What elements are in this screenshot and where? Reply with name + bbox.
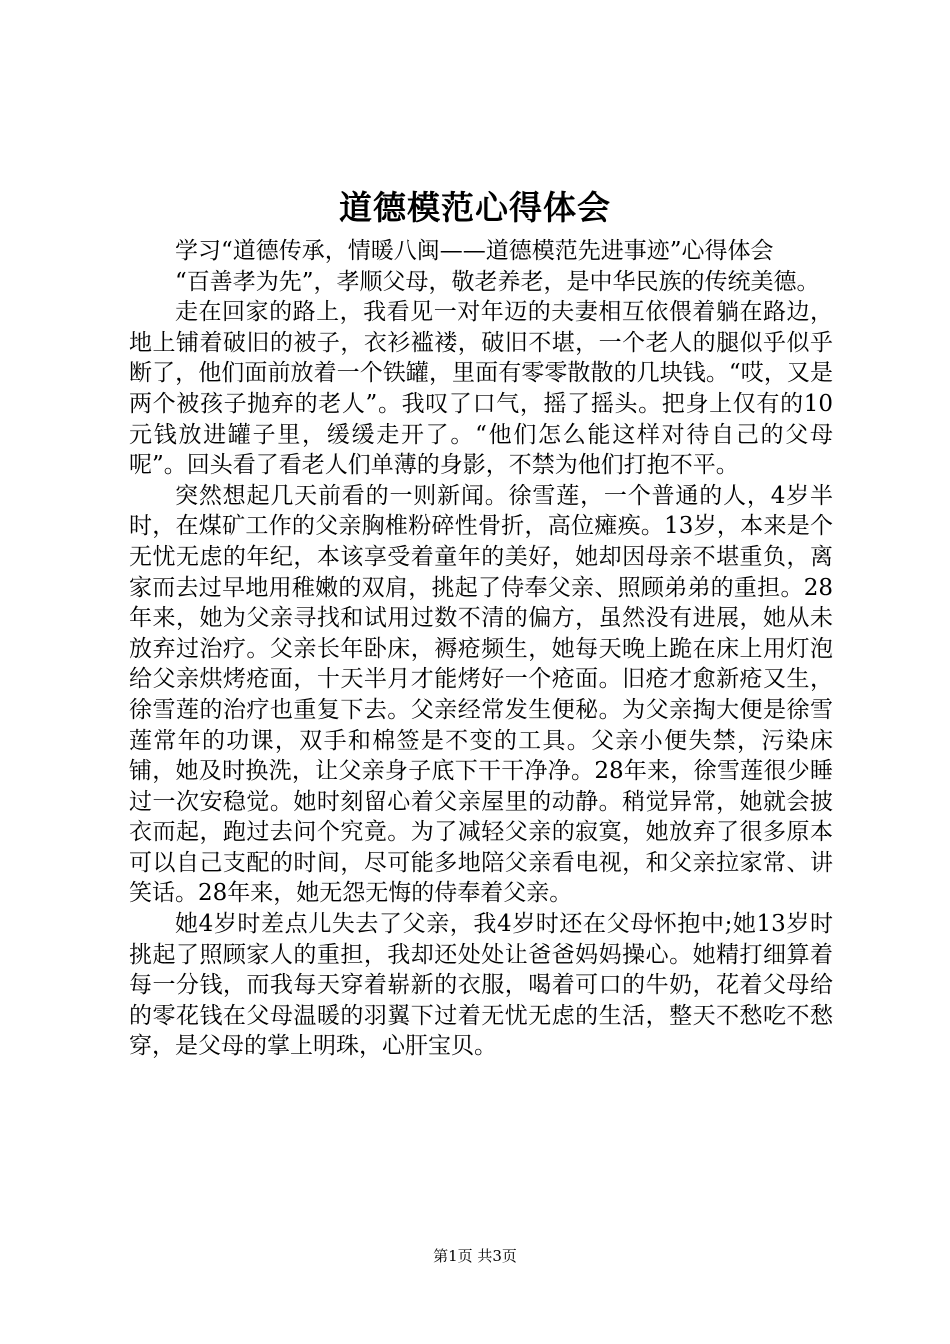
page-footer: 第1页 共3页: [433, 1247, 517, 1265]
document-title: 道德模范心得体会: [339, 188, 611, 227]
paragraph-news-story: 突然想起几天前看的一则新闻。徐雪莲，一个普通的人，4岁半时，在煤矿工作的父亲胸椎粉碎性骨折，高位瘫痪。13岁，本来是个无忧无虑的年纪，本该享受着童年的美好，她却因母亲不堪重负，离家而去过早地用稚嫩的双肩，挑起了侍奉父亲、照顾弟弟的重担。28年来，她为父亲寻找和试用过数不清的偏方，虽然没有进展，她从未放弃过治疗。父亲长年卧床，褥疮频生，她每天晚上跪在床上用灯泡给父亲烘烤疮面，十天半月才能烤好一个疮面。旧疮才愈新疮又生，徐雪莲的治疗也重复下去。父亲经常发生便秘。为父亲掏大便是徐雪莲常年的功课，双手和棉签是不变的工具。父亲小便失禁，污染床铺，她及时换洗，让父亲身子底下干干净净。28年来，徐雪莲很少睡过一次安稳觉。她时刻留心着父亲屋里的动静。稍觉异常，她就会披衣而起，跑过去问个究竟。为了减轻父亲的寂寞，她放弃了很多原本可以自己支配的时间，尽可能多地陪父亲看电视，和父亲拉家常、讲笑话。28年来，她无怨无悔的侍奉着父亲。: [129, 482, 833, 907]
paragraph-reflection: 她4岁时差点儿失去了父亲，我4岁时还在父母怀抱中;她13岁时挑起了照顾家人的重担，我却还处处让爸爸妈妈操心。她精打细算着每一分钱，而我每天穿着崭新的衣服，喝着可口的牛奶，花着父母给的零花钱在父母温暖的羽翼下过着无忧无虑的生活，整天不愁吃不愁穿，是父母的掌上明珠，心肝宝贝。: [129, 911, 833, 1060]
document-body: [129, 236, 833, 1062]
paragraph-intro: “百善孝为先”，孝顺父母，敬老养老，是中华民族的传统美德。: [175, 268, 820, 295]
paragraph-subtitle: 学习“道德传承，情暖八闽——道德模范先进事迹”心得体会: [175, 238, 774, 264]
paragraph-roadside-story: 走在回家的路上，我看见一对年迈的夫妻相互依偎着躺在路边，地上铺着破旧的被子，衣衫褴褛，破旧不堪，一个老人的腿似乎似乎断了，他们面前放着一个铁罐，里面有零零散散的几块钱。“哎，又是两个被孩子抛弃的老人”。我叹了口气，摇了摇头。把身上仅有的10元钱放进罐子里，缓缓走开了。“他们怎么能这样对待自己的父母呢”。回头看了看老人们单薄的身影，不禁为他们打抱不平。: [129, 299, 833, 479]
